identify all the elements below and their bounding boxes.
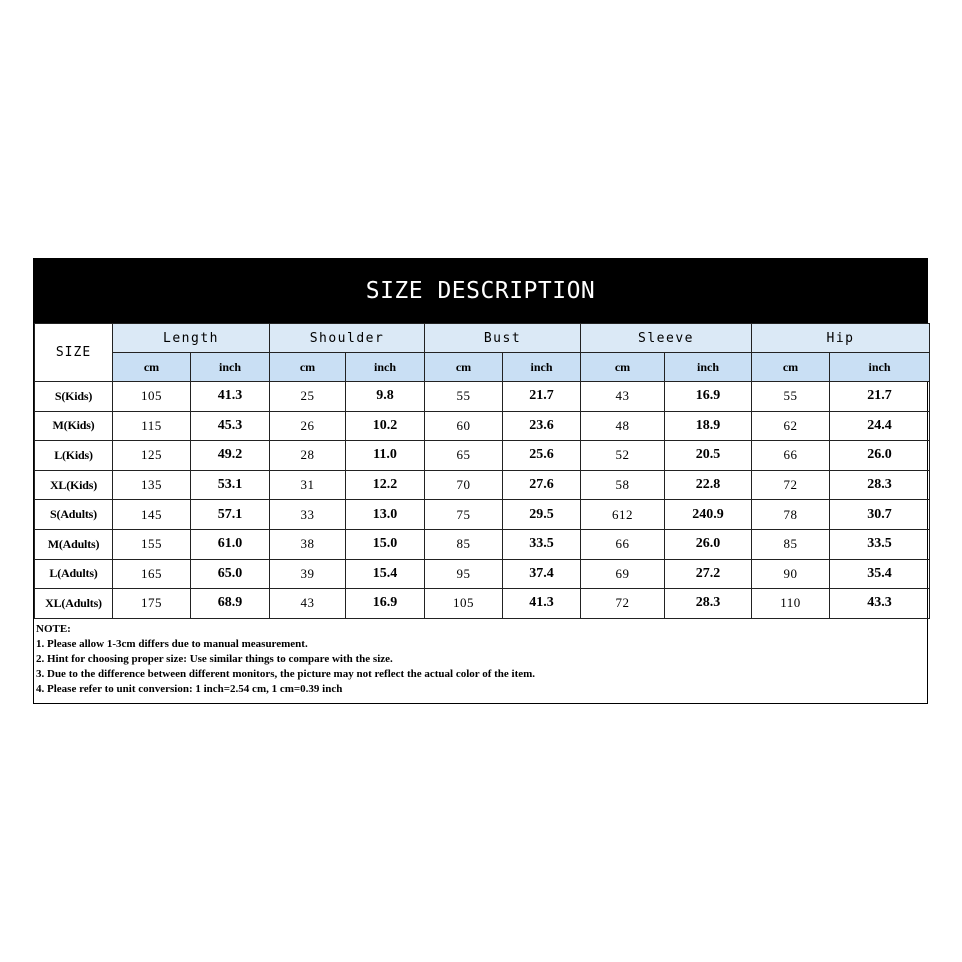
cell-inch-value: 61.0	[191, 529, 270, 559]
cell-inch-value: 21.7	[503, 382, 581, 412]
cell-inch-value: 33.5	[830, 529, 930, 559]
notes-heading: NOTE:	[36, 622, 71, 635]
cell-cm-value: 69	[581, 559, 665, 589]
cell-cm-value: 75	[425, 500, 503, 530]
note-item: 3. Due to the difference between different monitors, the picture may not reflect the actual color of the item.	[36, 667, 536, 680]
cell-cm-value: 95	[425, 559, 503, 589]
cell-cm-value: 85	[425, 529, 503, 559]
note-item: 2. Hint for choosing proper size: Use similar things to compare with the size.	[36, 652, 393, 665]
cell-cm-value: 31	[270, 470, 346, 500]
cell-inch-value: 41.3	[503, 589, 581, 619]
cell-inch-value: 57.1	[191, 500, 270, 530]
table-row	[35, 589, 930, 619]
cell-inch-value: 24.4	[830, 411, 930, 441]
cell-cm-value: 612	[581, 500, 665, 530]
cell-inch-value: 28.3	[665, 589, 752, 619]
size-column-header: SIZE	[35, 324, 113, 382]
cell-cm-value: 115	[113, 411, 191, 441]
size-label: M(Adults)	[35, 529, 113, 559]
cell-cm-value: 55	[752, 382, 830, 412]
size-label: M(Kids)	[35, 411, 113, 441]
size-label: L(Kids)	[35, 441, 113, 471]
cell-cm-value: 65	[425, 441, 503, 471]
cell-inch-value: 16.9	[346, 589, 425, 619]
unit-header-cm: cm	[752, 353, 830, 382]
cell-inch-value: 37.4	[503, 559, 581, 589]
chart-title: SIZE DESCRIPTION	[34, 259, 927, 323]
cell-inch-value: 18.9	[665, 411, 752, 441]
unit-header-inch: inch	[665, 353, 752, 382]
cell-cm-value: 43	[581, 382, 665, 412]
cell-inch-value: 45.3	[191, 411, 270, 441]
cell-cm-value: 72	[752, 470, 830, 500]
cell-cm-value: 110	[752, 589, 830, 619]
cell-cm-value: 105	[425, 589, 503, 619]
cell-cm-value: 26	[270, 411, 346, 441]
cell-inch-value: 35.4	[830, 559, 930, 589]
unit-header-cm: cm	[425, 353, 503, 382]
cell-inch-value: 10.2	[346, 411, 425, 441]
group-header-shoulder: Shoulder	[270, 324, 425, 353]
cell-inch-value: 13.0	[346, 500, 425, 530]
table-row	[35, 559, 930, 589]
cell-cm-value: 62	[752, 411, 830, 441]
group-header-hip: Hip	[752, 324, 930, 353]
cell-inch-value: 9.8	[346, 382, 425, 412]
unit-header-cm: cm	[270, 353, 346, 382]
header-row-units	[35, 353, 930, 382]
cell-inch-value: 15.0	[346, 529, 425, 559]
cell-inch-value: 27.2	[665, 559, 752, 589]
cell-cm-value: 39	[270, 559, 346, 589]
note-item: 4. Please refer to unit conversion: 1 inch=2.54 cm, 1 cm=0.39 inch	[36, 682, 343, 695]
cell-cm-value: 105	[113, 382, 191, 412]
cell-cm-value: 78	[752, 500, 830, 530]
cell-cm-value: 145	[113, 500, 191, 530]
cell-inch-value: 29.5	[503, 500, 581, 530]
cell-inch-value: 49.2	[191, 441, 270, 471]
cell-cm-value: 85	[752, 529, 830, 559]
cell-inch-value: 23.6	[503, 411, 581, 441]
cell-inch-value: 25.6	[503, 441, 581, 471]
size-label: XL(Kids)	[35, 470, 113, 500]
cell-inch-value: 26.0	[830, 441, 930, 471]
table-row	[35, 441, 930, 471]
cell-inch-value: 15.4	[346, 559, 425, 589]
cell-inch-value: 12.2	[346, 470, 425, 500]
cell-inch-value: 26.0	[665, 529, 752, 559]
cell-cm-value: 66	[581, 529, 665, 559]
table-row	[35, 411, 930, 441]
header-row-groups	[35, 324, 930, 353]
cell-inch-value: 22.8	[665, 470, 752, 500]
cell-cm-value: 165	[113, 559, 191, 589]
cell-cm-value: 25	[270, 382, 346, 412]
size-label: S(Adults)	[35, 500, 113, 530]
size-label: S(Kids)	[35, 382, 113, 412]
size-table	[34, 323, 930, 619]
cell-inch-value: 68.9	[191, 589, 270, 619]
table-row	[35, 382, 930, 412]
cell-cm-value: 125	[113, 441, 191, 471]
cell-inch-value: 30.7	[830, 500, 930, 530]
unit-header-inch: inch	[191, 353, 270, 382]
cell-cm-value: 48	[581, 411, 665, 441]
notes-section	[34, 619, 927, 703]
cell-inch-value: 43.3	[830, 589, 930, 619]
unit-header-cm: cm	[113, 353, 191, 382]
cell-cm-value: 60	[425, 411, 503, 441]
cell-inch-value: 28.3	[830, 470, 930, 500]
cell-inch-value: 240.9	[665, 500, 752, 530]
cell-inch-value: 20.5	[665, 441, 752, 471]
cell-inch-value: 41.3	[191, 382, 270, 412]
table-row	[35, 529, 930, 559]
cell-cm-value: 70	[425, 470, 503, 500]
cell-inch-value: 16.9	[665, 382, 752, 412]
cell-inch-value: 11.0	[346, 441, 425, 471]
group-header-length: Length	[113, 324, 270, 353]
cell-cm-value: 28	[270, 441, 346, 471]
cell-cm-value: 90	[752, 559, 830, 589]
cell-cm-value: 33	[270, 500, 346, 530]
table-row	[35, 500, 930, 530]
size-chart	[33, 258, 928, 704]
cell-inch-value: 53.1	[191, 470, 270, 500]
cell-cm-value: 58	[581, 470, 665, 500]
cell-inch-value: 21.7	[830, 382, 930, 412]
cell-cm-value: 38	[270, 529, 346, 559]
cell-cm-value: 155	[113, 529, 191, 559]
unit-header-inch: inch	[503, 353, 581, 382]
unit-header-cm: cm	[581, 353, 665, 382]
cell-inch-value: 33.5	[503, 529, 581, 559]
cell-cm-value: 52	[581, 441, 665, 471]
cell-cm-value: 43	[270, 589, 346, 619]
table-row	[35, 470, 930, 500]
cell-inch-value: 27.6	[503, 470, 581, 500]
cell-inch-value: 65.0	[191, 559, 270, 589]
cell-cm-value: 72	[581, 589, 665, 619]
cell-cm-value: 135	[113, 470, 191, 500]
size-label: XL(Adults)	[35, 589, 113, 619]
size-label: L(Adults)	[35, 559, 113, 589]
cell-cm-value: 175	[113, 589, 191, 619]
group-header-sleeve: Sleeve	[581, 324, 752, 353]
cell-cm-value: 55	[425, 382, 503, 412]
note-item: 1. Please allow 1-3cm differs due to manual measurement.	[36, 637, 308, 650]
group-header-bust: Bust	[425, 324, 581, 353]
unit-header-inch: inch	[830, 353, 930, 382]
unit-header-inch: inch	[346, 353, 425, 382]
cell-cm-value: 66	[752, 441, 830, 471]
